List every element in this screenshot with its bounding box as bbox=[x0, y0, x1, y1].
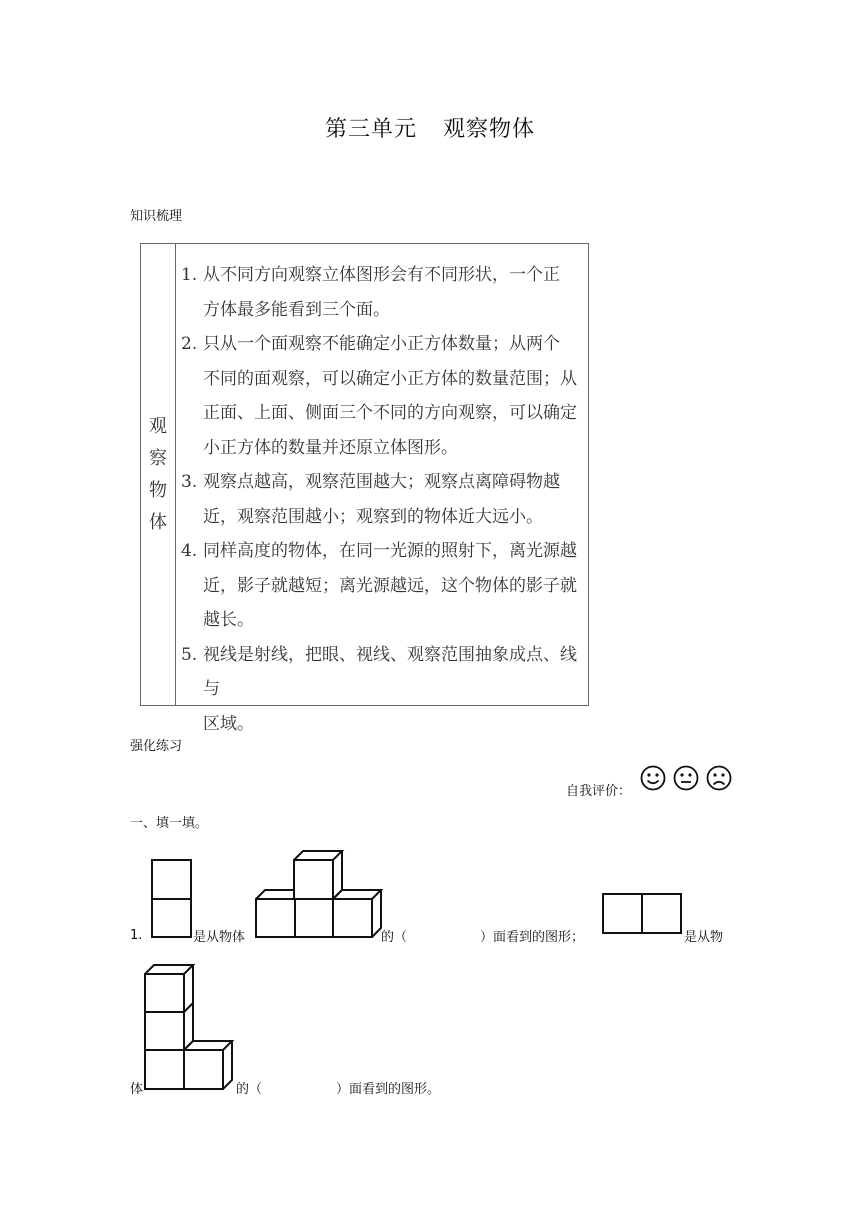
page-title bbox=[0, 112, 860, 143]
smile-icon[interactable] bbox=[640, 765, 666, 791]
summary-item-3 bbox=[181, 465, 584, 534]
summary-item-2 bbox=[181, 327, 584, 465]
question-section-heading: 一、填一填。 bbox=[130, 816, 209, 831]
item-number: 5. bbox=[181, 644, 198, 665]
summary-list bbox=[181, 258, 584, 741]
item-number: 1. bbox=[181, 265, 198, 285]
view-figure-two-side-squares bbox=[601, 892, 686, 936]
neutral-icon[interactable] bbox=[673, 765, 699, 791]
table-divider bbox=[175, 244, 176, 705]
solid-figure-four-cubes bbox=[254, 848, 384, 940]
title-unit: 第三单元 bbox=[324, 117, 417, 142]
self-eval-label: 自我评价： bbox=[566, 784, 632, 799]
summary-item-4 bbox=[181, 534, 584, 638]
summary-item-5 bbox=[181, 638, 584, 742]
section-knowledge-heading: 知识梳理 bbox=[130, 209, 183, 224]
question-text: 体 bbox=[130, 1082, 144, 1097]
side-char: 察 bbox=[149, 447, 167, 469]
item-line: 从不同方向观察立体图形会有不同形状，一个正 bbox=[203, 265, 560, 285]
item-line: 小正方体的数量并还原立体图形。 bbox=[203, 437, 458, 458]
question-text: 的（ bbox=[236, 1082, 263, 1097]
frown-icon[interactable] bbox=[706, 765, 732, 791]
item-line: 同样高度的物体，在同一光源的照射下，离光源越 bbox=[203, 541, 577, 561]
side-char: 物 bbox=[149, 479, 167, 501]
item-number: 3. bbox=[181, 472, 198, 492]
question-text: 是从物体 bbox=[193, 930, 246, 945]
title-topic: 观察物体 bbox=[443, 117, 536, 142]
table-side-label bbox=[141, 244, 175, 705]
item-line: 观察点越高，观察范围越大；观察点离障碍物越 bbox=[203, 472, 560, 492]
item-line: 只从一个面观察不能确定小正方体数量；从两个 bbox=[203, 334, 560, 354]
item-line: 方体最多能看到三个面。 bbox=[203, 299, 390, 320]
question-text: ）面看到的图形。 bbox=[336, 1082, 441, 1097]
summary-item-1 bbox=[181, 258, 584, 327]
side-char: 观 bbox=[149, 415, 167, 437]
item-line: 区域。 bbox=[203, 713, 254, 734]
section-practice-heading: 强化练习 bbox=[130, 739, 183, 754]
view-figure-two-stacked-squares bbox=[150, 858, 195, 940]
item-line: 正面、上面、侧面三个不同的方向观察，可以确定 bbox=[203, 403, 577, 423]
solid-figure-l-shape-cubes bbox=[143, 962, 237, 1092]
item-line: 视线是射线，把眼、视线、观察范围抽象成点、线与 bbox=[203, 644, 577, 699]
question-number: 1. bbox=[130, 928, 143, 943]
question-text: 的（ bbox=[381, 930, 408, 945]
question-text: ）面看到的图形； bbox=[480, 930, 585, 945]
item-line: 近，观察范围越小；观察到的物体近大远小。 bbox=[203, 506, 543, 527]
item-number: 4. bbox=[181, 541, 198, 561]
item-number: 2. bbox=[181, 334, 198, 354]
knowledge-summary-table bbox=[140, 243, 589, 734]
question-text: 是从物 bbox=[684, 930, 724, 945]
item-line: 不同的面观察，可以确定小正方体的数量范围；从 bbox=[203, 368, 577, 389]
item-line: 越长。 bbox=[203, 610, 254, 630]
item-line: 近，影子就越短；离光源越远，这个物体的影子就 bbox=[203, 575, 577, 596]
side-char: 体 bbox=[149, 511, 167, 533]
